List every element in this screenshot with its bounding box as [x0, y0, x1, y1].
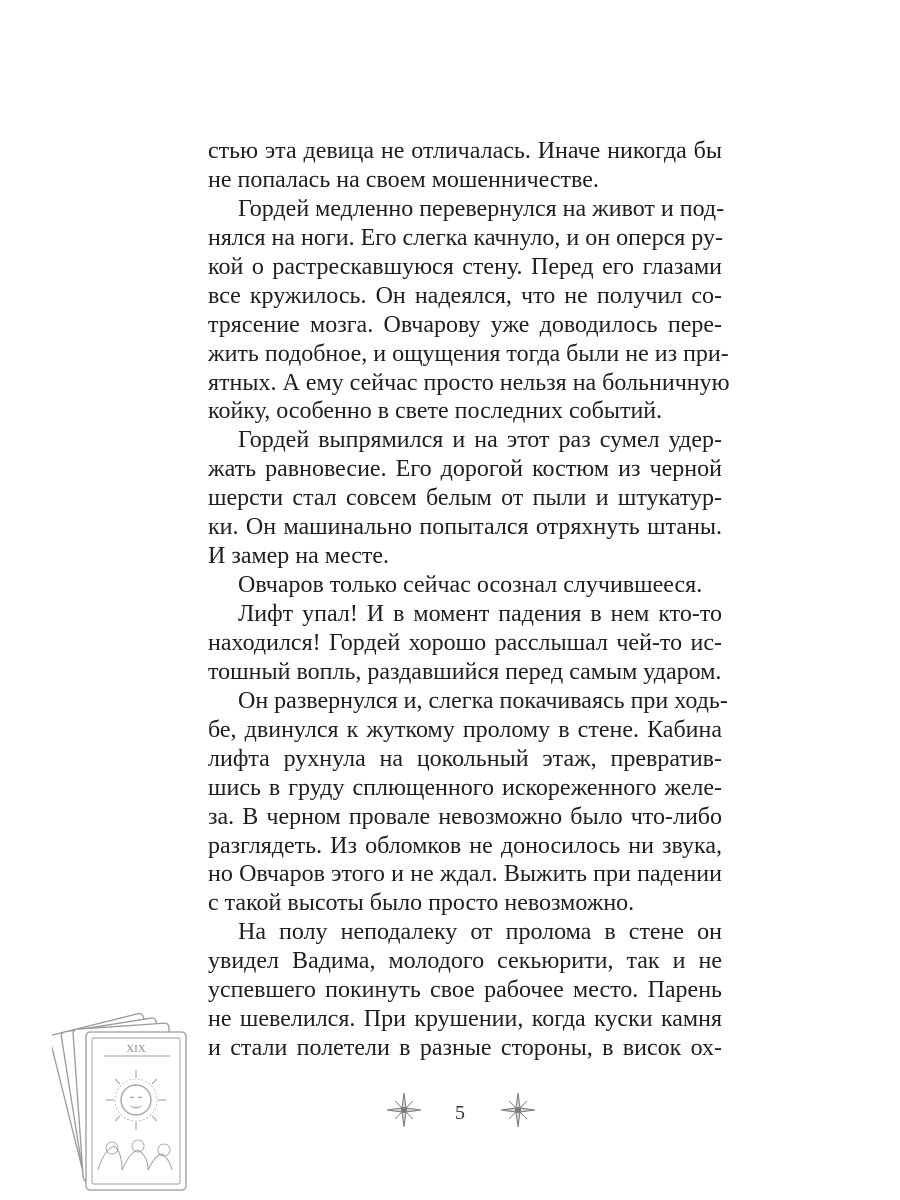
- text-line: Лифт упал! И в момент падения в нем кто-то: [238, 601, 722, 627]
- compass-star-icon: [386, 1092, 422, 1128]
- text-line: шись в груду сплющенного искореженного желе-: [208, 774, 722, 801]
- tarot-card-numeral: XIX: [126, 1043, 146, 1055]
- text-line: койку, особенно в свете последних событий.: [208, 398, 663, 425]
- text-line: и стали полетели в разные стороны, в висок ох-: [208, 1035, 722, 1062]
- text-line: стью эта девица не отличалась. Иначе никогда бы: [208, 138, 722, 164]
- text-line: бе, двинулся к жуткому пролому в стене. Кабина: [208, 716, 722, 743]
- text-line: трясение мозга. Овчарову уже доводилось пере-: [208, 311, 722, 338]
- text-line: но Овчаров этого и не ждал. Выжить при падении: [208, 861, 722, 888]
- text-line: увидел Вадима, молодого секьюрити, так и не: [208, 948, 722, 975]
- text-line: с такой высоты было просто невозможно.: [208, 890, 635, 917]
- text-line: не шевелился. При крушении, когда куски камня: [208, 1006, 722, 1033]
- text-line: ки. Он машинально попытался отряхнуть штаны.: [208, 514, 722, 541]
- text-line: успевшего покинуть свое рабочее место. Парень: [208, 977, 722, 1004]
- text-line: На полу неподалеку от пролома в стене он: [238, 919, 722, 946]
- text-line: не попалась на своем мошенничестве.: [208, 166, 599, 193]
- compass-star-icon: [500, 1092, 536, 1128]
- text-line: разглядеть. Из обломков не доносилось ни звука,: [208, 832, 722, 859]
- text-line: жить подобное, и ощущения тогда были не из при-: [208, 340, 729, 367]
- text-line: находился! Гордей хорошо расслышал чей-то ис-: [208, 629, 722, 656]
- body-text: [208, 137, 730, 1063]
- text-line: нялся на ноги. Его слегка качнуло, и он оперся ру-: [208, 224, 723, 251]
- page-number: 5: [455, 1102, 465, 1124]
- text-line: тошный вопль, раздавшийся перед самым ударом.: [208, 658, 722, 685]
- text-line: кой о растрескавшуюся стену. Перед его глазами: [208, 253, 722, 280]
- text-line: Он развернулся и, слегка покачиваясь при ходь-: [238, 687, 728, 714]
- text-line: Гордей медленно перевернулся на живот и под-: [238, 195, 725, 222]
- text-line: Овчаров только сейчас осознал случившееся.: [238, 572, 703, 599]
- text-line: Гордей выпрямился и на этот раз сумел удер-: [238, 427, 722, 454]
- page-footer: [0, 1092, 900, 1136]
- text-line: за. В черном провале невозможно было что-либо: [208, 803, 722, 830]
- text-line: лифта рухнула на цокольный этаж, превратив-: [208, 745, 722, 772]
- text-line: жать равновесие. Его дорогой костюм из черной: [208, 456, 722, 483]
- text-line: ятных. А ему сейчас просто нельзя на больничную: [208, 369, 730, 396]
- text-line: все кружилось. Он надеялся, что не получил со-: [208, 282, 722, 309]
- text-line: И замер на месте.: [208, 543, 390, 570]
- text-line: шерсти стал совсем белым от пыли и штукатур-: [208, 485, 722, 512]
